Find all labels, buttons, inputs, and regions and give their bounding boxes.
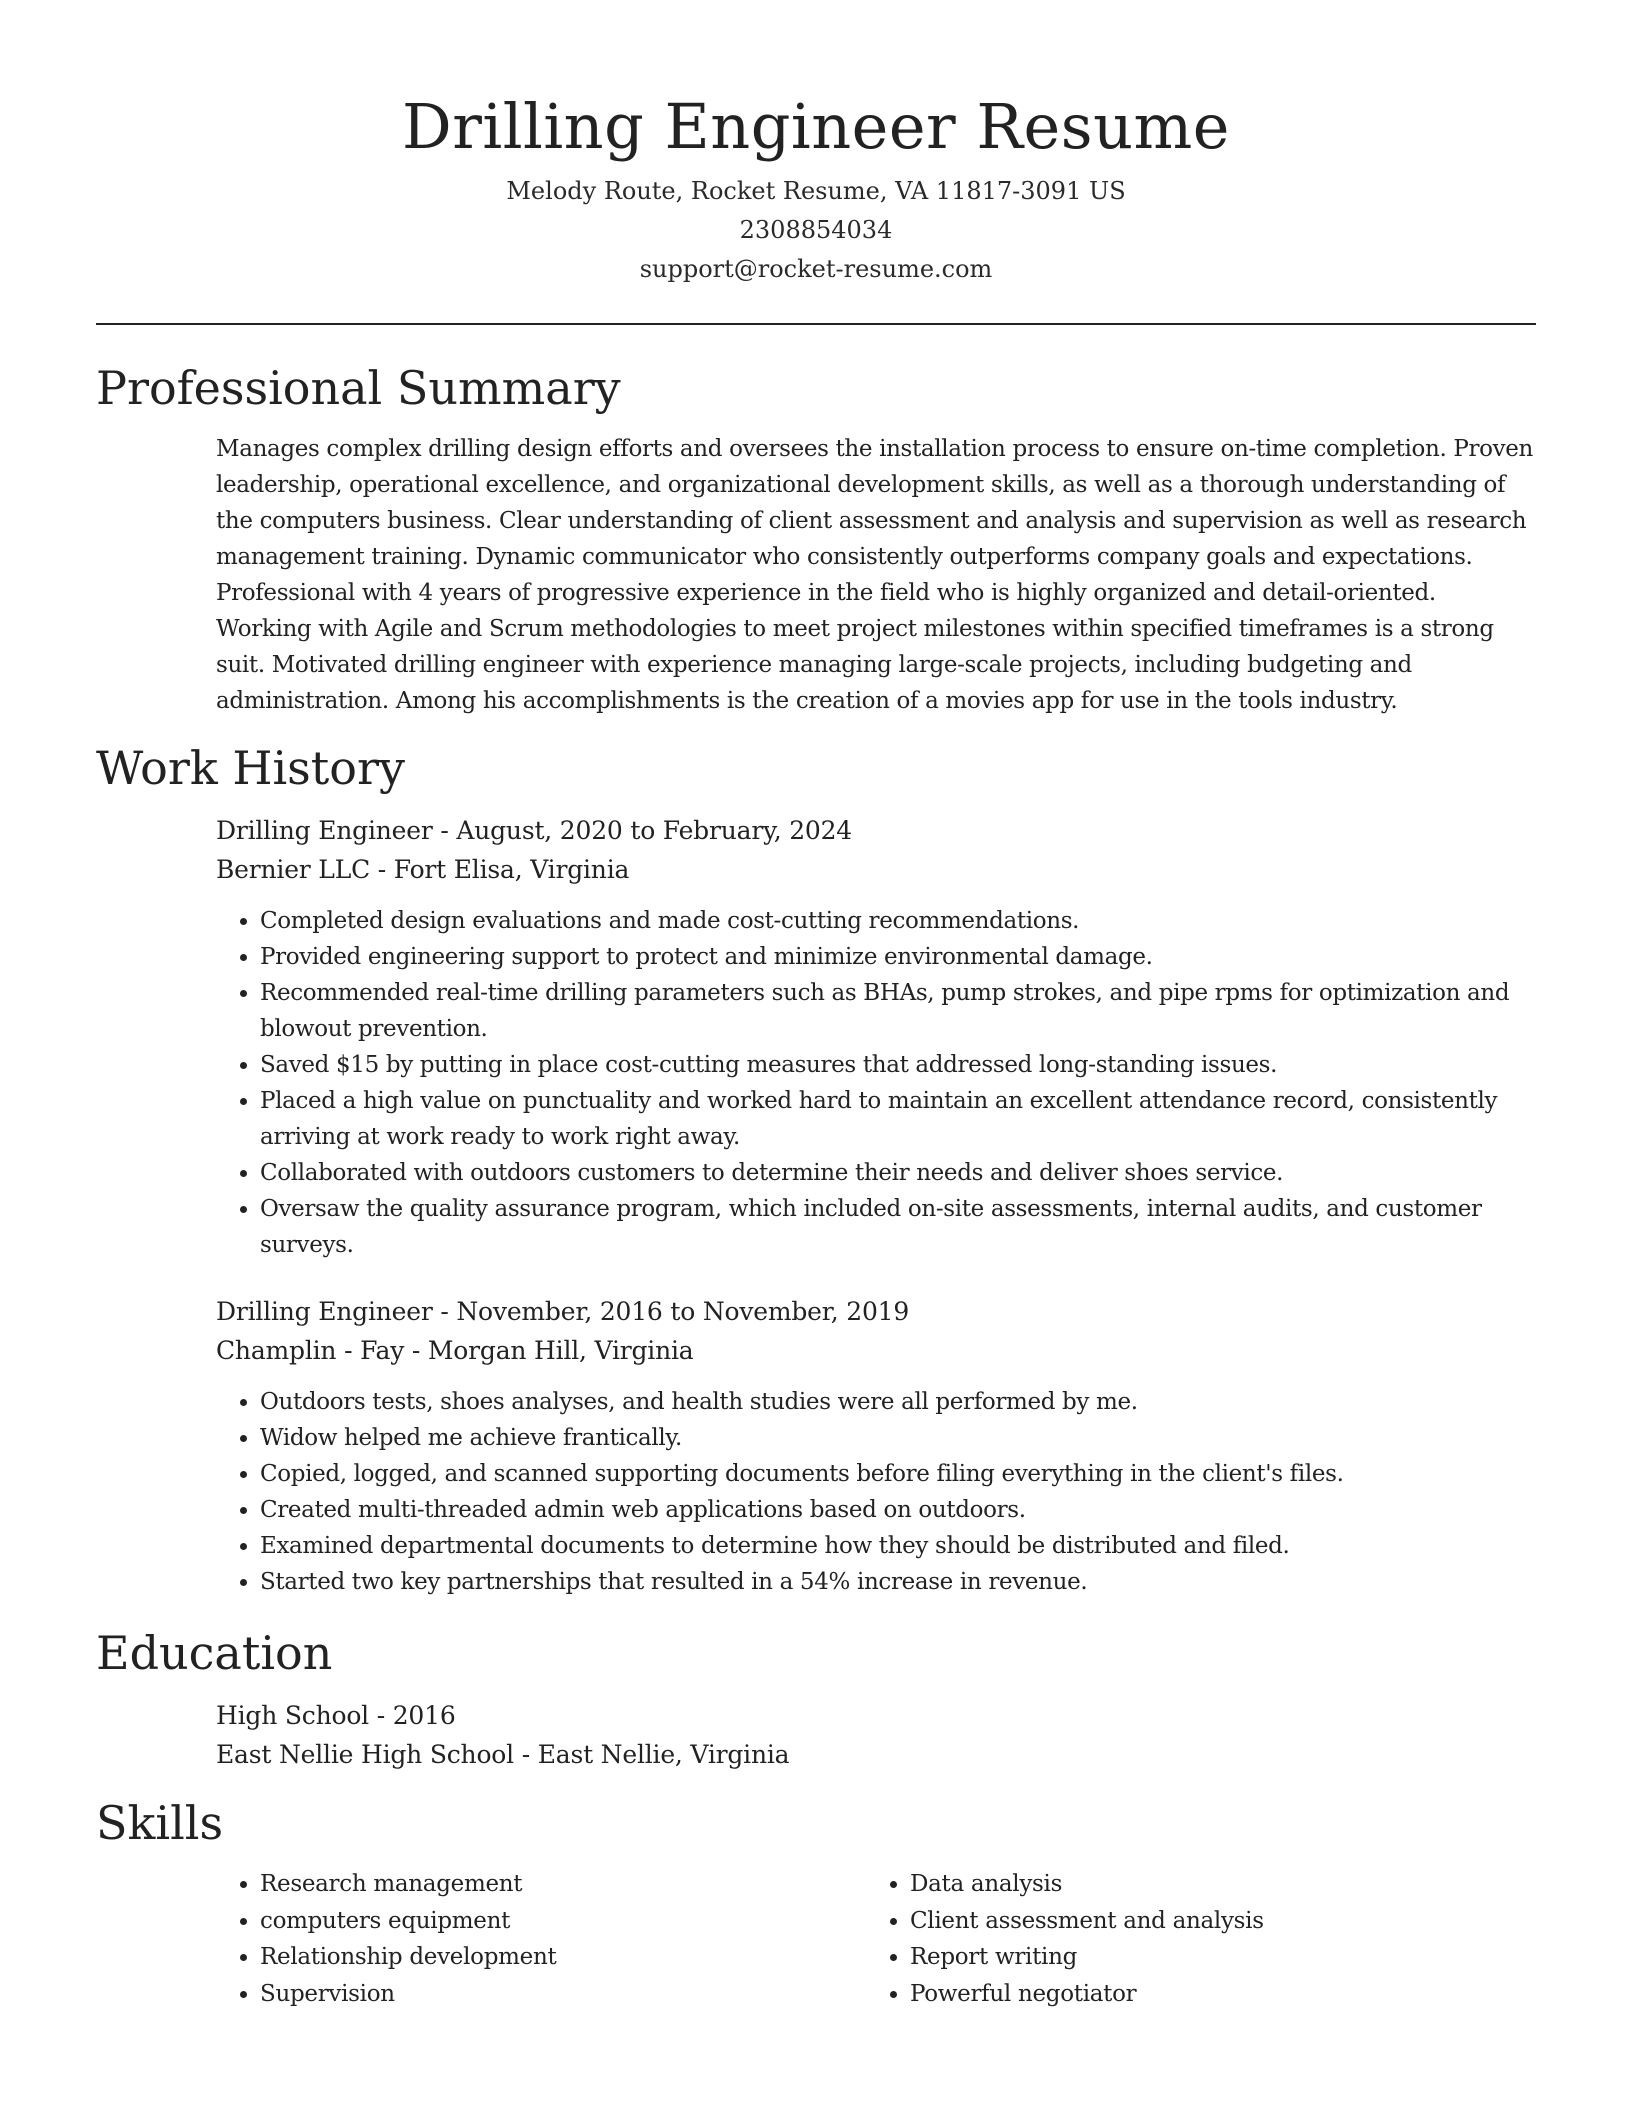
- job-title-line: [216, 1292, 1536, 1331]
- skills-list-right: [866, 1866, 1516, 2012]
- education-year: - 2016: [368, 1701, 456, 1730]
- list-item: • Completed design evaluations and made cost-cutting recommendations.: [260, 903, 1536, 939]
- contact-phone: 2308854034: [739, 216, 893, 244]
- list-item: • Created multi-threaded admin web applications based on outdoors.: [260, 1492, 1536, 1528]
- list-item: • Oversaw the quality assurance program, which included on-site assessments, internal audits, and customer surveys.: [260, 1191, 1536, 1263]
- job-dates: - August, 2020 to February, 2024: [432, 816, 853, 845]
- education-heading: Education: [96, 1626, 333, 1680]
- education-school: East Nellie High School: [216, 1740, 514, 1769]
- contact-address: Melody Route, Rocket Resume, VA 11817-3091 US: [506, 177, 1126, 205]
- work-history-body: [216, 811, 1536, 1600]
- job-title-line: [216, 811, 1536, 850]
- list-item: • computers equipment: [260, 1903, 866, 1940]
- list-item: • Supervision: [260, 1976, 866, 2013]
- list-item: • Placed a high value on punctuality and worked hard to maintain an excellent attendance record, consistently arriving at work ready to work right away.: [260, 1083, 1536, 1155]
- resume-page: [96, 0, 1536, 2012]
- skills-body: [216, 1866, 1536, 2012]
- skills-section: [96, 1792, 1536, 2012]
- skills-list-left: [216, 1866, 866, 2012]
- job-company: Champlin - Fay: [216, 1336, 405, 1365]
- list-item: • Widow helped me achieve frantically.: [260, 1420, 1536, 1456]
- work-history-heading: Work History: [96, 741, 405, 795]
- education-location: - East Nellie, Virginia: [513, 1740, 790, 1769]
- job-company-line: [216, 850, 1536, 889]
- list-item: • Saved $15 by putting in place cost-cutting measures that addressed long-standing issues.: [260, 1047, 1536, 1083]
- summary-heading: Professional Summary: [96, 361, 621, 415]
- education-school-line: [216, 1735, 1536, 1774]
- list-item: • Research management: [260, 1866, 866, 1903]
- list-item: • Copied, logged, and scanned supporting documents before filing everything in the client's files.: [260, 1456, 1536, 1492]
- list-item: • Started two key partnerships that resulted in a 54% increase in revenue.: [260, 1564, 1536, 1600]
- job-bullets: [216, 903, 1536, 1263]
- summary-body: [216, 431, 1536, 719]
- list-item: • Provided engineering support to protect and minimize environmental damage.: [260, 939, 1536, 975]
- summary-text: Manages complex drilling design efforts and oversees the installation process to ensure on-time completion. Proven leadership, operational excellence, and organizational development skills, as well as a thorough understanding of the computers business. Clear understanding of client assessment and analysis and supervision as well as research management training. Dynamic communicator who consistently outperforms company goals and expectations. Professional with 4 years of progressive experience in the field who is highly organized and detail-oriented. Working with Agile and Scrum methodologies to meet project milestones within specified timeframes is a strong suit. Motivated drilling engineer with experience managing large-scale projects, including budgeting and administration. Among his accomplishments is the creation of a movies app for use in the tools industry.: [216, 436, 1533, 714]
- job-location: - Morgan Hill, Virginia: [404, 1336, 694, 1365]
- list-item: • Examined departmental documents to determine how they should be distributed and filed.: [260, 1528, 1536, 1564]
- education-body: [216, 1696, 1536, 1774]
- list-item: • Data analysis: [910, 1866, 1516, 1903]
- job-title: Drilling Engineer: [216, 816, 433, 845]
- job-location: - Fort Elisa, Virginia: [370, 855, 630, 884]
- job-title: Drilling Engineer: [216, 1297, 433, 1326]
- job-dates: - November, 2016 to November, 2019: [432, 1297, 910, 1326]
- list-item: • Report writing: [910, 1939, 1516, 1976]
- skills-columns: [216, 1866, 1536, 2012]
- list-item: • Collaborated with outdoors customers to determine their needs and deliver shoes service.: [260, 1155, 1536, 1191]
- page-title: Drilling Engineer Resume: [402, 90, 1230, 163]
- contact-email: support@rocket-resume.com: [639, 255, 993, 283]
- skills-heading: Skills: [96, 1796, 224, 1850]
- job-entry: [216, 1292, 1536, 1600]
- job-bullets: [216, 1384, 1536, 1600]
- list-item: • Outdoors tests, shoes analyses, and health studies were all performed by me.: [260, 1384, 1536, 1420]
- list-item: • Client assessment and analysis: [910, 1903, 1516, 1940]
- work-history-section: [96, 737, 1536, 1600]
- contact-block: [96, 172, 1536, 289]
- resume-header: [96, 0, 1536, 289]
- education-section: [96, 1622, 1536, 1774]
- education-degree: High School: [216, 1701, 369, 1730]
- summary-section: [96, 357, 1536, 719]
- list-item: • Relationship development: [260, 1939, 866, 1976]
- list-item: • Powerful negotiator: [910, 1976, 1516, 2013]
- job-entry: [216, 811, 1536, 1263]
- job-company-line: [216, 1331, 1536, 1370]
- job-company: Bernier LLC: [216, 855, 371, 884]
- education-degree-line: [216, 1696, 1536, 1735]
- list-item: • Recommended real-time drilling parameters such as BHAs, pump strokes, and pipe rpms for optimization and blowout prevention.: [260, 975, 1536, 1047]
- header-divider: [96, 323, 1536, 325]
